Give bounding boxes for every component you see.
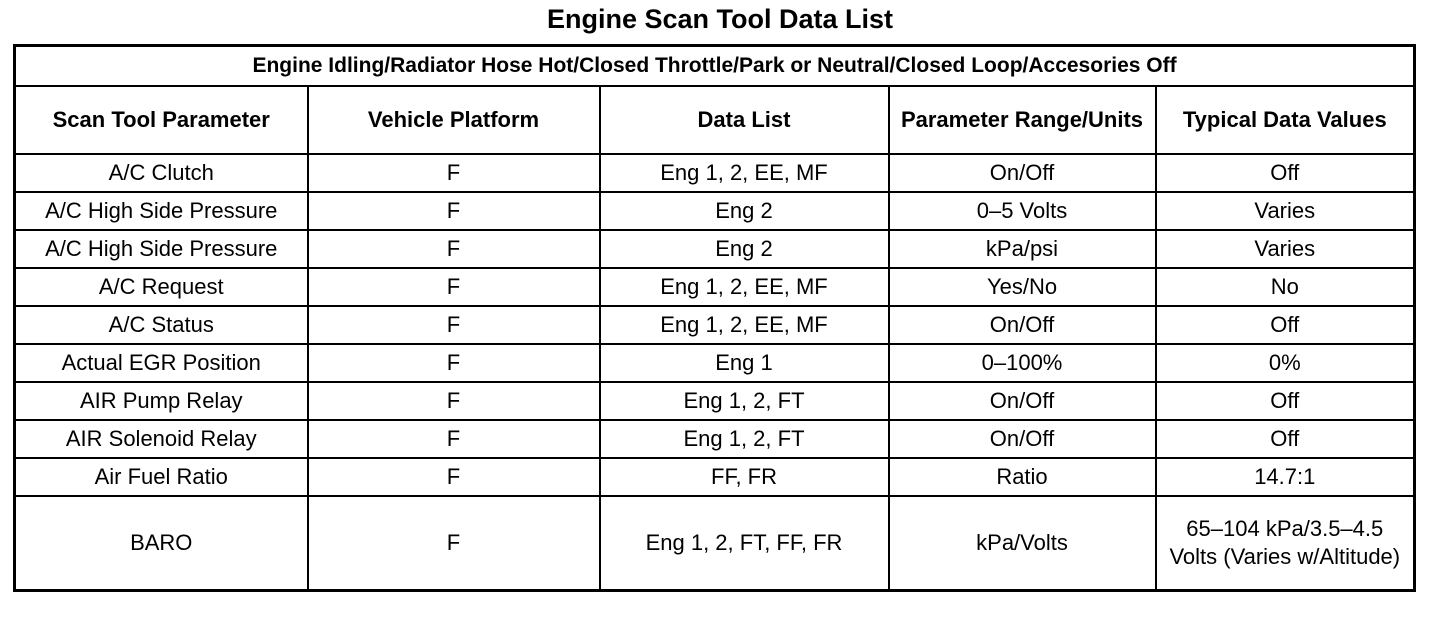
cell-platform: F <box>308 154 600 192</box>
cell-parameter: A/C High Side Pressure <box>15 230 308 268</box>
scan-data-table <box>13 44 1416 592</box>
cell-platform: F <box>308 496 600 591</box>
cell-data-list: FF, FR <box>600 458 889 496</box>
cell-platform: F <box>308 192 600 230</box>
cell-range-units: 0–5 Volts <box>889 192 1156 230</box>
column-header-platform: Vehicle Platform <box>308 86 600 154</box>
table-row <box>15 154 1415 192</box>
column-header-typical-values: Typical Data Values <box>1156 86 1415 154</box>
cell-typical-value: Off <box>1156 306 1415 344</box>
table-row <box>15 458 1415 496</box>
cell-platform: F <box>308 268 600 306</box>
cell-typical-value: No <box>1156 268 1415 306</box>
table-row <box>15 344 1415 382</box>
table-row <box>15 192 1415 230</box>
table-row <box>15 496 1415 591</box>
table-row <box>15 230 1415 268</box>
condition-header: Engine Idling/Radiator Hose Hot/Closed Throttle/Park or Neutral/Closed Loop/Accesories Off <box>15 46 1415 87</box>
cell-parameter: A/C Request <box>15 268 308 306</box>
table-row <box>15 382 1415 420</box>
cell-platform: F <box>308 230 600 268</box>
column-header-range-units: Parameter Range/Units <box>889 86 1156 154</box>
cell-range-units: Ratio <box>889 458 1156 496</box>
cell-range-units: Yes/No <box>889 268 1156 306</box>
cell-range-units: 0–100% <box>889 344 1156 382</box>
cell-platform: F <box>308 458 600 496</box>
column-header-row <box>15 86 1415 154</box>
column-header-data-list: Data List <box>600 86 889 154</box>
table-row <box>15 420 1415 458</box>
page-title: Engine Scan Tool Data List <box>546 4 894 34</box>
cell-data-list: Eng 1, 2, FT <box>600 420 889 458</box>
cell-typical-value: Off <box>1156 382 1415 420</box>
column-header-parameter: Scan Tool Parameter <box>15 86 308 154</box>
cell-parameter: Actual EGR Position <box>15 344 308 382</box>
cell-platform: F <box>308 382 600 420</box>
cell-typical-value: Varies <box>1156 230 1415 268</box>
cell-typical-value: 0% <box>1156 344 1415 382</box>
cell-data-list: Eng 2 <box>600 230 889 268</box>
cell-range-units: On/Off <box>889 382 1156 420</box>
cell-parameter: Air Fuel Ratio <box>15 458 308 496</box>
cell-data-list: Eng 1, 2, FT, FF, FR <box>600 496 889 591</box>
cell-range-units: On/Off <box>889 154 1156 192</box>
cell-parameter: BARO <box>15 496 308 591</box>
table-row <box>15 306 1415 344</box>
cell-data-list: Eng 1, 2, FT <box>600 382 889 420</box>
cell-platform: F <box>308 306 600 344</box>
cell-parameter: A/C High Side Pressure <box>15 192 308 230</box>
cell-parameter: A/C Status <box>15 306 308 344</box>
condition-row <box>15 46 1415 87</box>
cell-data-list: Eng 1, 2, EE, MF <box>600 306 889 344</box>
cell-range-units: kPa/Volts <box>889 496 1156 591</box>
cell-typical-value: 65–104 kPa/3.5–4.5 Volts (Varies w/Altitude) <box>1156 496 1415 591</box>
cell-data-list: Eng 1 <box>600 344 889 382</box>
cell-parameter: AIR Pump Relay <box>15 382 308 420</box>
cell-typical-value: 14.7:1 <box>1156 458 1415 496</box>
cell-range-units: kPa/psi <box>889 230 1156 268</box>
cell-parameter: A/C Clutch <box>15 154 308 192</box>
cell-range-units: On/Off <box>889 420 1156 458</box>
cell-data-list: Eng 2 <box>600 192 889 230</box>
cell-data-list: Eng 1, 2, EE, MF <box>600 268 889 306</box>
cell-typical-value: Off <box>1156 420 1415 458</box>
cell-parameter: AIR Solenoid Relay <box>15 420 308 458</box>
cell-typical-value: Off <box>1156 154 1415 192</box>
cell-data-list: Eng 1, 2, EE, MF <box>600 154 889 192</box>
cell-platform: F <box>308 344 600 382</box>
cell-platform: F <box>308 420 600 458</box>
table-row <box>15 268 1415 306</box>
cell-typical-value: Varies <box>1156 192 1415 230</box>
cell-range-units: On/Off <box>889 306 1156 344</box>
